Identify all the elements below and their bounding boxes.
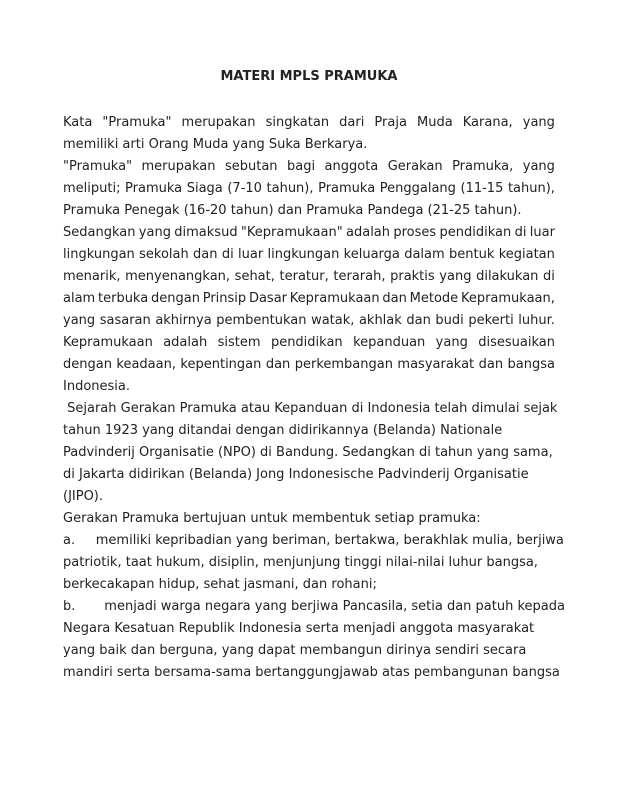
paragraph [63, 398, 558, 508]
text-line: di Jakarta didirikan (Belanda) Jong Indonesische Padvinderij Organisatie [63, 467, 529, 482]
text-line: Sedangkan yang dimaksud "Kepramukaan" adalah proses pendidikan di luar [63, 225, 555, 240]
paragraph [63, 596, 565, 684]
text-line: memiliki arti Orang Muda yang Suka Berkarya. [63, 137, 368, 152]
text-line: Padvinderij Organisatie (NPO) di Bandung. Sedangkan di tahun yang sama, [63, 445, 553, 460]
text-line: Pramuka Penegak (16-20 tahun) dan Pramuka Pandega (21-25 tahun). [63, 203, 522, 218]
document-content [63, 112, 565, 684]
paragraph [63, 530, 564, 596]
text-line: yang baik dan berguna, yang dapat membangun dirinya sendiri secara [63, 643, 527, 658]
text-line: Indonesia. [63, 379, 130, 394]
text-line: Negara Kesatuan Republik Indonesia serta menjadi anggota masyarakat [63, 621, 535, 636]
text-line: a. memiliki kepribadian yang beriman, bertakwa, berakhlak mulia, berjiwa [63, 533, 564, 548]
text-line: dengan keadaan, kepentingan dan perkembangan masyarakat dan bangsa [63, 357, 555, 372]
paragraph [63, 156, 555, 222]
text-line: tahun 1923 yang ditandai dengan didirikannya (Belanda) Nationale [63, 423, 503, 438]
text-line: berkecakapan hidup, sehat jasmani, dan rohani; [63, 577, 377, 592]
text-line: (JIPO). [63, 489, 104, 504]
text-line: Kata "Pramuka" merupakan singkatan dari Praja Muda Karana, yang [63, 115, 555, 130]
document-title: MATERI MPLS PRAMUKA [220, 69, 398, 84]
text-line: alam terbuka dengan Prinsip Dasar Kepramukaan dan Metode Kepramukaan, [63, 291, 555, 306]
paragraph [63, 508, 555, 530]
text-line: yang sasaran akhirnya pembentukan watak, akhlak dan budi pekerti luhur. [63, 313, 555, 328]
text-line: Gerakan Pramuka bertujuan untuk membentuk setiap pramuka: [63, 511, 481, 526]
text-line: lingkungan sekolah dan di luar lingkungan keluarga dalam bentuk kegiatan [63, 247, 555, 262]
text-line: menarik, menyenangkan, sehat, teratur, terarah, praktis yang dilakukan di [63, 269, 555, 284]
text-line: meliputi; Pramuka Siaga (7-10 tahun), Pramuka Penggalang (11-15 tahun), [63, 181, 555, 196]
text-line: Sejarah Gerakan Pramuka atau Kepanduan di Indonesia telah dimulai sejak [63, 401, 558, 416]
paragraph [63, 112, 555, 156]
text-line: "Pramuka" merupakan sebutan bagi anggota Gerakan Pramuka, yang [63, 159, 555, 174]
text-line: b. menjadi warga negara yang berjiwa Pancasila, setia dan patuh kepada [63, 599, 565, 614]
text-line: Kepramukaan adalah sistem pendidikan kepanduan yang disesuaikan [63, 335, 555, 350]
text-line: mandiri serta bersama-sama bertanggungjawab atas pembangunan bangsa [63, 665, 560, 680]
paragraph [63, 222, 555, 398]
text-line: patriotik, taat hukum, disiplin, menjunjung tinggi nilai-nilai luhur bangsa, [63, 555, 538, 570]
